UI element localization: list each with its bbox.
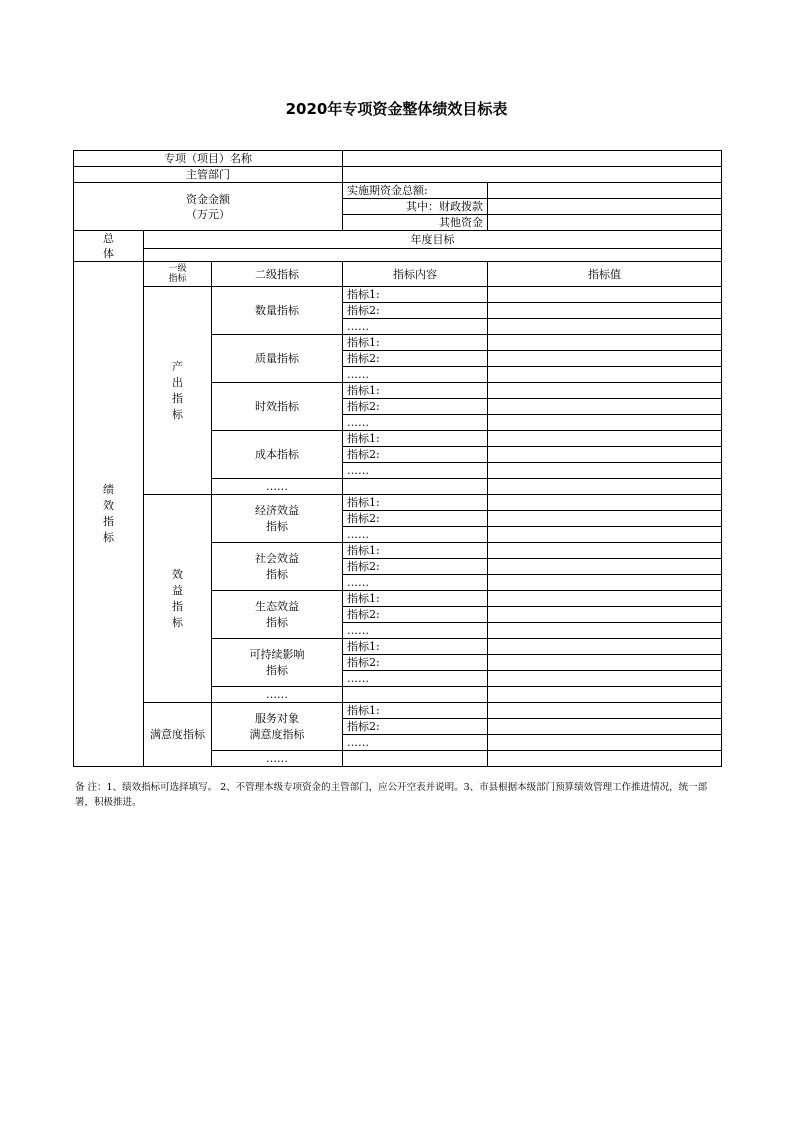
sub-indicator-timeliness: 时效指标 xyxy=(212,383,343,431)
indicator-content-quality-1[interactable]: 指标1: xyxy=(343,335,488,351)
overall-label: 总 体 xyxy=(74,231,144,262)
indicator-value-cost-1[interactable] xyxy=(488,431,722,447)
level1-satisfaction: 满意度指标 xyxy=(144,703,212,767)
indicator-value-ecological-1[interactable] xyxy=(488,591,722,607)
project-name-label: 专项（项目）名称 xyxy=(74,151,343,167)
indicator-value-service-3[interactable] xyxy=(488,735,722,751)
indicator-content-social-2[interactable]: 指标2: xyxy=(343,559,488,575)
benefit-ellipsis: …… xyxy=(212,687,343,703)
content-header: 指标内容 xyxy=(343,262,488,287)
total-funding-label: 实施期资金总额: xyxy=(343,183,488,199)
sub-indicator-ecological: 生态效益 指标 xyxy=(212,591,343,639)
indicator-content-economic-3[interactable]: …… xyxy=(343,527,488,543)
indicator-value-economic-3[interactable] xyxy=(488,527,722,543)
indicator-content-quality-3[interactable]: …… xyxy=(343,367,488,383)
indicator-value-sustainable-1[interactable] xyxy=(488,639,722,655)
indicator-content-cost-3[interactable]: …… xyxy=(343,463,488,479)
indicator-content-social-1[interactable]: 指标1: xyxy=(343,543,488,559)
sub-indicator-cost: 成本指标 xyxy=(212,431,343,479)
sub-indicator-quality: 质量指标 xyxy=(212,335,343,383)
indicator-content-quality-2[interactable]: 指标2: xyxy=(343,351,488,367)
output-ellipsis-value[interactable] xyxy=(488,479,722,495)
benefit-ellipsis-content[interactable] xyxy=(343,687,488,703)
indicator-content-sustainable-2[interactable]: 指标2: xyxy=(343,655,488,671)
indicator-value-social-2[interactable] xyxy=(488,559,722,575)
indicator-value-cost-2[interactable] xyxy=(488,447,722,463)
indicator-content-sustainable-3[interactable]: …… xyxy=(343,671,488,687)
indicator-content-quantity-2[interactable]: 指标2: xyxy=(343,303,488,319)
satisfaction-ellipsis: …… xyxy=(212,751,343,767)
indicator-content-cost-2[interactable]: 指标2: xyxy=(343,447,488,463)
sub-indicator-economic: 经济效益 指标 xyxy=(212,495,343,543)
indicator-value-cost-3[interactable] xyxy=(488,463,722,479)
department-value[interactable] xyxy=(343,167,722,183)
sub-indicator-service: 服务对象 满意度指标 xyxy=(212,703,343,751)
performance-indicator-label: 绩 效 指 标 xyxy=(74,262,144,767)
other-funding-value[interactable] xyxy=(488,215,722,231)
indicator-value-ecological-3[interactable] xyxy=(488,623,722,639)
output-ellipsis-content[interactable] xyxy=(343,479,488,495)
indicator-content-ecological-1[interactable]: 指标1: xyxy=(343,591,488,607)
footnote: 备 注：1、绩效指标可选择填写。 2、不管理本级专项资金的主管部门，应公开空表并说明。3、市县根据本级部门预算绩效管理工作推进情况，统一部署，积极推进。 xyxy=(75,782,708,808)
indicator-content-timeliness-1[interactable]: 指标1: xyxy=(343,383,488,399)
annual-goal-label: 年度目标 xyxy=(144,231,722,249)
indicator-value-quality-2[interactable] xyxy=(488,351,722,367)
indicator-value-economic-2[interactable] xyxy=(488,511,722,527)
satisfaction-ellipsis-content[interactable] xyxy=(343,751,488,767)
page-title: 2020年专项资金整体绩效目标表 xyxy=(285,100,508,118)
sub-indicator-social: 社会效益 指标 xyxy=(212,543,343,591)
satisfaction-ellipsis-value[interactable] xyxy=(488,751,722,767)
indicator-content-service-1[interactable]: 指标1: xyxy=(343,703,488,719)
indicator-value-sustainable-2[interactable] xyxy=(488,655,722,671)
indicator-content-quantity-3[interactable]: …… xyxy=(343,319,488,335)
level1-output: 产 出 指 标 xyxy=(144,287,212,495)
level1-header: 一级 指标 xyxy=(168,264,187,284)
indicator-value-social-3[interactable] xyxy=(488,575,722,591)
indicator-value-service-1[interactable] xyxy=(488,703,722,719)
indicator-content-timeliness-2[interactable]: 指标2: xyxy=(343,399,488,415)
indicator-value-ecological-2[interactable] xyxy=(488,607,722,623)
indicator-content-timeliness-3[interactable]: …… xyxy=(343,415,488,431)
fiscal-funding-label: 其中：财政拨款 xyxy=(343,199,488,215)
indicator-content-sustainable-1[interactable]: 指标1: xyxy=(343,639,488,655)
benefit-ellipsis-value[interactable] xyxy=(488,687,722,703)
sub-indicator-sustainable: 可持续影响 指标 xyxy=(212,639,343,687)
indicator-value-timeliness-2[interactable] xyxy=(488,399,722,415)
indicator-content-service-3[interactable]: …… xyxy=(343,735,488,751)
project-name-value[interactable] xyxy=(343,151,722,167)
indicator-content-economic-2[interactable]: 指标2: xyxy=(343,511,488,527)
indicator-value-quantity-1[interactable] xyxy=(488,287,722,303)
indicator-value-social-1[interactable] xyxy=(488,543,722,559)
indicator-content-social-3[interactable]: …… xyxy=(343,575,488,591)
performance-goal-table xyxy=(73,150,722,767)
indicator-value-timeliness-1[interactable] xyxy=(488,383,722,399)
indicator-content-quantity-1[interactable]: 指标1: xyxy=(343,287,488,303)
sub-indicator-quantity: 数量指标 xyxy=(212,287,343,335)
value-header: 指标值 xyxy=(488,262,722,287)
funding-amount-label: 资金金额 （万元） xyxy=(74,183,343,231)
indicator-content-ecological-3[interactable]: …… xyxy=(343,623,488,639)
indicator-value-economic-1[interactable] xyxy=(488,495,722,511)
indicator-value-timeliness-3[interactable] xyxy=(488,415,722,431)
indicator-value-quality-1[interactable] xyxy=(488,335,722,351)
indicator-value-quality-3[interactable] xyxy=(488,367,722,383)
annual-goal-value[interactable] xyxy=(144,249,722,262)
indicator-content-ecological-2[interactable]: 指标2: xyxy=(343,607,488,623)
indicator-content-cost-1[interactable]: 指标1: xyxy=(343,431,488,447)
other-funding-label: 其他资金 xyxy=(343,215,488,231)
level2-header: 二级指标 xyxy=(212,262,343,287)
fiscal-funding-value[interactable] xyxy=(488,199,722,215)
indicator-content-economic-1[interactable]: 指标1: xyxy=(343,495,488,511)
total-funding-value[interactable] xyxy=(488,183,722,199)
indicator-value-quantity-3[interactable] xyxy=(488,319,722,335)
output-ellipsis: …… xyxy=(212,479,343,495)
indicator-value-sustainable-3[interactable] xyxy=(488,671,722,687)
indicator-content-service-2[interactable]: 指标2: xyxy=(343,719,488,735)
indicator-value-quantity-2[interactable] xyxy=(488,303,722,319)
level1-benefit: 效 益 指 标 xyxy=(144,495,212,703)
department-label: 主管部门 xyxy=(74,167,343,183)
indicator-value-service-2[interactable] xyxy=(488,719,722,735)
